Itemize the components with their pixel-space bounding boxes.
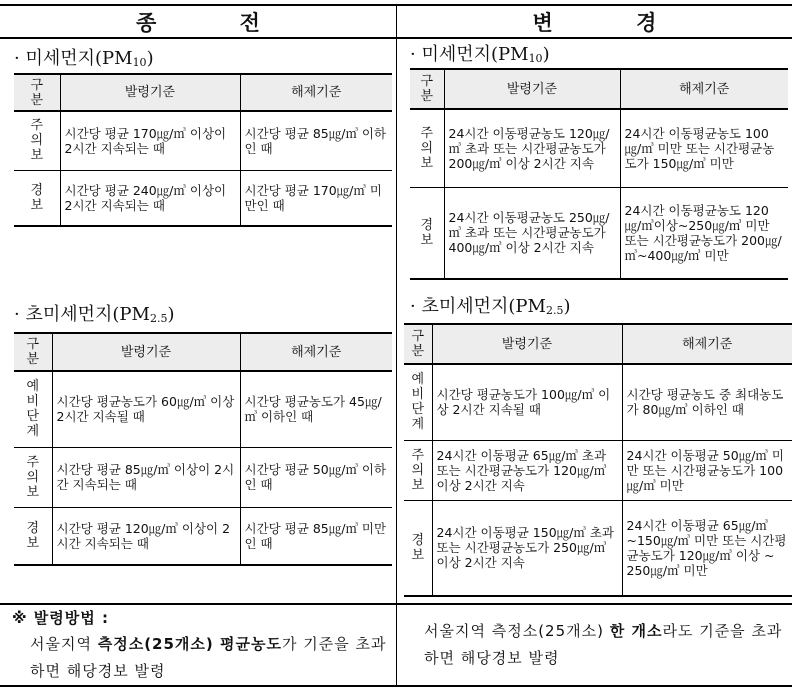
col-issue: 발령기준 <box>444 69 620 109</box>
note-title: ※ 발령방법 : <box>12 609 109 627</box>
row-type: 주의보 <box>410 109 444 187</box>
row-type: 주의보 <box>14 447 52 507</box>
after-pm10-table <box>410 68 788 280</box>
col-issue: 발령기준 <box>60 74 240 111</box>
table-row <box>14 170 392 226</box>
row-issue: 24시간 이동평균 65㎍/㎥ 초과 또는 시간평균농도가 120㎍/㎥이상 2시간 지속 <box>432 440 622 500</box>
table-row <box>14 371 392 447</box>
row-release: 24시간 이동평균 50㎍/㎥ 미만 또는 시간평균농도가 100㎍/㎥ 미만 <box>622 440 792 500</box>
row-issue: 시간당 평균 240㎍/㎥ 이상이 2시간 지속되는 때 <box>60 170 240 226</box>
row-type: 예비단계 <box>404 364 432 440</box>
row-issue: 시간당 평균농도가 100㎍/㎥ 이상 2시간 지속될 때 <box>432 364 622 440</box>
col-release: 해제기준 <box>240 333 392 371</box>
row-release: 시간당 평균농도가 45㎍/㎥ 이하인 때 <box>240 371 392 447</box>
bottom-border <box>0 685 792 687</box>
after-pm25-title: · 초미세먼지$(PM_{2.5})$ <box>410 296 571 317</box>
row-release: 시간당 평균 50㎍/㎥ 이하인 때 <box>240 447 392 507</box>
col-issue: 발령기준 <box>432 324 622 364</box>
after-pm10-title: · 미세먼지$(PM_{10})$ <box>410 44 550 65</box>
row-type: 경보 <box>14 507 52 565</box>
table-row <box>410 109 788 187</box>
row-issue: 시간당 평균 170㎍/㎥ 이상이 2시간 지속되는 때 <box>60 111 240 170</box>
col-type: 구분 <box>404 324 432 364</box>
col-type: 구분 <box>14 74 60 111</box>
after-pm25-table <box>404 323 792 597</box>
row-release: 시간당 평균 85㎍/㎥ 미만인 때 <box>240 507 392 565</box>
row-type: 예비단계 <box>14 371 52 447</box>
row-issue: 24시간 이동평균 150㎍/㎥ 초과 또는 시간평균농도가 250㎍/㎥ 이상 2시간 지속 <box>432 500 622 596</box>
row-issue: 시간당 평균 85㎍/㎥ 이상이 2시간 지속되는 때 <box>52 447 240 507</box>
row-release: 시간당 평균 85㎍/㎥ 이하인 때 <box>240 111 392 170</box>
header-before: 종 전 <box>0 4 396 39</box>
table-row <box>14 447 392 507</box>
note-before: 서울지역 측정소(25개소) 평균농도가 기준을 초과하면 해당경보 발령 <box>30 635 387 680</box>
note-after: 서울지역 측정소(25개소) 한 개소라도 기준을 초과하면 해당경보 발령 <box>424 622 783 667</box>
row-issue: 시간당 평균 120㎍/㎥ 이상이 2시간 지속되는 때 <box>52 507 240 565</box>
table-row <box>410 187 788 279</box>
row-release: 24시간 이동평균농도 120㎍/㎥이상~250㎍/㎥ 미만 또는 시간평균농도가 200㎍/㎥~400㎍/㎥ 미만 <box>620 187 788 279</box>
before-pm25-table <box>14 332 392 566</box>
center-divider <box>396 4 397 686</box>
row-type: 주의보 <box>14 111 60 170</box>
col-type: 구분 <box>410 69 444 109</box>
before-pm10-title: · 미세먼지$(PM_{10})$ <box>14 48 154 69</box>
row-type: 경보 <box>404 500 432 596</box>
before-pm10-table <box>14 73 392 227</box>
header-after: 변 경 <box>397 4 792 39</box>
col-release: 해제기준 <box>240 74 392 111</box>
row-release: 시간당 평균 170㎍/㎥ 미만인 때 <box>240 170 392 226</box>
col-release: 해제기준 <box>620 69 788 109</box>
table-row <box>404 364 792 440</box>
table-row <box>404 440 792 500</box>
table-row <box>14 507 392 565</box>
table-row <box>14 111 392 170</box>
col-release: 해제기준 <box>622 324 792 364</box>
row-release: 24시간 이동평균 65㎍/㎥ ~150㎍/㎥ 미만 또는 시간평균농도가 120㎍/㎥ 이상 ~ 250㎍/㎥ 미만 <box>622 500 792 596</box>
row-type: 주의보 <box>404 440 432 500</box>
row-type: 경보 <box>14 170 60 226</box>
row-issue: 24시간 이동평균농도 120㎍/㎥ 초과 또는 시간평균농도가 200㎍/㎥ 이상 2시간 지속 <box>444 109 620 187</box>
table-row <box>404 500 792 596</box>
row-release: 24시간 이동평균농도 100㎍/㎥ 미만 또는 시간평균농도가 150㎍/㎥ 미만 <box>620 109 788 187</box>
note-separator <box>0 603 792 605</box>
row-type: 경보 <box>410 187 444 279</box>
row-issue: 시간당 평균농도가 60㎍/㎥ 이상 2시간 지속될 때 <box>52 371 240 447</box>
row-release: 시간당 평균농도 중 최대농도가 80㎍/㎥ 이하인 때 <box>622 364 792 440</box>
col-type: 구분 <box>14 333 52 371</box>
before-pm25-title: · 초미세먼지$(PM_{2.5})$ <box>14 304 175 325</box>
row-issue: 24시간 이동평균농도 250㎍/㎥ 초과 또는 시간평균농도가 400㎍/㎥ 이상 2시간 지속 <box>444 187 620 279</box>
col-issue: 발령기준 <box>52 333 240 371</box>
